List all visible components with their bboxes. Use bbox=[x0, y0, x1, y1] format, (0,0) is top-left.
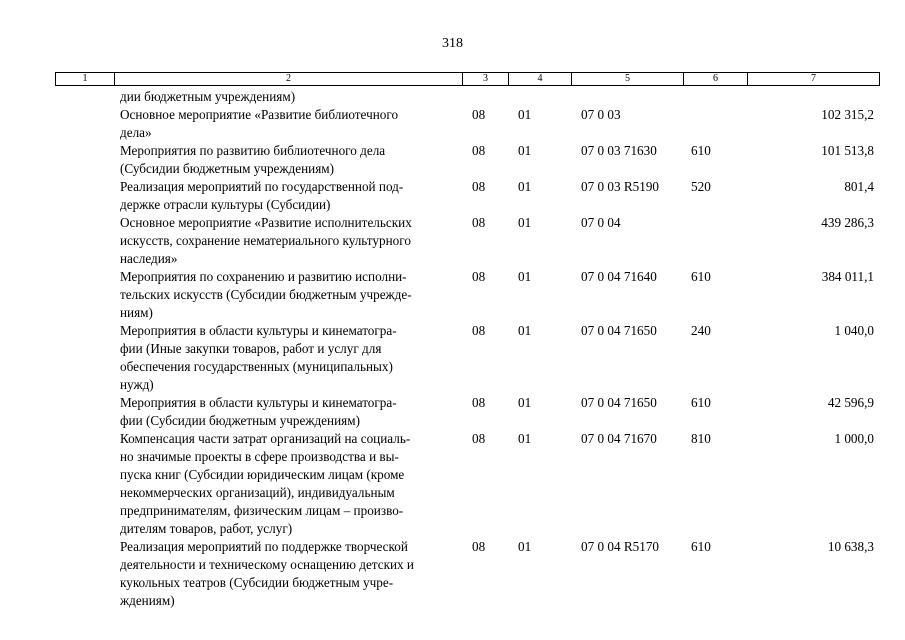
description-line: фии (Субсидии бюджетным учреждениям) bbox=[120, 413, 360, 428]
description-line: Мероприятия в области культуры и кинематогра- bbox=[120, 395, 397, 410]
amount: 101 513,8 bbox=[821, 143, 874, 158]
description-line: тельских искусств (Субсидии бюджетным учрежде- bbox=[120, 287, 412, 302]
table-row bbox=[0, 538, 905, 610]
description-line: Компенсация части затрат организаций на социаль- bbox=[120, 431, 411, 446]
subsection-code: 01 bbox=[518, 269, 532, 284]
expense-type-code: 610 bbox=[691, 395, 711, 410]
table-row bbox=[0, 268, 905, 322]
description-line: дителям товаров, работ, услуг) bbox=[120, 521, 293, 536]
expense-type-code: 810 bbox=[691, 431, 711, 446]
subsection-code: 01 bbox=[518, 431, 532, 446]
description-line: фии (Иные закупки товаров, работ и услуг для bbox=[120, 341, 382, 356]
row-description bbox=[120, 178, 468, 214]
description-line: Основное мероприятие «Развитие библиотечного bbox=[120, 107, 399, 122]
description-line: некоммерческих организаций), индивидуальным bbox=[120, 485, 395, 500]
section-code: 08 bbox=[472, 143, 486, 158]
target-article-code: 07 0 04 71650 bbox=[581, 323, 657, 338]
expense-type-code: 240 bbox=[691, 323, 711, 338]
budget-table-body bbox=[0, 88, 905, 610]
target-article-code: 07 0 03 bbox=[581, 107, 621, 122]
description-line: кукольных театров (Субсидии бюджетным учре- bbox=[120, 575, 394, 590]
subsection-code: 01 bbox=[518, 395, 532, 410]
description-line: ниям) bbox=[120, 305, 153, 320]
description-line: Реализация мероприятий по государственной под- bbox=[120, 179, 404, 194]
column-number-3: 3 bbox=[463, 73, 509, 86]
target-article-code: 07 0 04 71670 bbox=[581, 431, 657, 446]
subsection-code: 01 bbox=[518, 215, 532, 230]
row-description bbox=[120, 322, 468, 394]
column-number-7: 7 bbox=[748, 73, 880, 86]
expense-type-code: 610 bbox=[691, 269, 711, 284]
amount: 10 638,3 bbox=[827, 539, 874, 554]
row-description bbox=[120, 538, 468, 610]
section-code: 08 bbox=[472, 107, 486, 122]
row-description bbox=[120, 88, 468, 106]
amount: 384 011,1 bbox=[821, 269, 874, 284]
row-description bbox=[120, 394, 468, 430]
table-row bbox=[0, 430, 905, 538]
section-code: 08 bbox=[472, 539, 486, 554]
description-line: дии бюджетным учреждениям) bbox=[120, 89, 296, 104]
amount: 1 000,0 bbox=[834, 431, 874, 446]
amount: 102 315,2 bbox=[821, 107, 874, 122]
description-line: искусств, сохранение нематериального культурного bbox=[120, 233, 411, 248]
description-line: деятельности и техническому оснащению детских и bbox=[120, 557, 414, 572]
table-row bbox=[0, 106, 905, 142]
table-row bbox=[0, 88, 905, 106]
section-code: 08 bbox=[472, 269, 486, 284]
expense-type-code: 610 bbox=[691, 539, 711, 554]
section-code: 08 bbox=[472, 395, 486, 410]
target-article-code: 07 0 04 R5170 bbox=[581, 539, 660, 554]
page-number: 318 bbox=[442, 36, 463, 51]
description-line: Реализация мероприятий по поддержке творческой bbox=[120, 539, 408, 554]
target-article-code: 07 0 04 71650 bbox=[581, 395, 657, 410]
row-description bbox=[120, 106, 468, 142]
column-number-4: 4 bbox=[509, 73, 572, 86]
section-code: 08 bbox=[472, 179, 486, 194]
description-line: (Субсидии бюджетным учреждениям) bbox=[120, 161, 334, 176]
description-line: дела» bbox=[120, 125, 152, 140]
expense-type-code: 610 bbox=[691, 143, 711, 158]
description-line: наследия» bbox=[120, 251, 178, 266]
table-row bbox=[0, 394, 905, 430]
column-number-1: 1 bbox=[56, 73, 115, 86]
subsection-code: 01 bbox=[518, 179, 532, 194]
amount: 801,4 bbox=[844, 179, 874, 194]
amount: 1 040,0 bbox=[834, 323, 874, 338]
description-line: держке отрасли культуры (Субсидии) bbox=[120, 197, 331, 212]
column-number-6: 6 bbox=[684, 73, 748, 86]
target-article-code: 07 0 03 R5190 bbox=[581, 179, 660, 194]
column-number-5: 5 bbox=[572, 73, 684, 86]
table-row bbox=[0, 322, 905, 394]
description-line: Мероприятия по развитию библиотечного дела bbox=[120, 143, 386, 158]
table-row bbox=[0, 214, 905, 268]
description-line: обеспечения государственных (муниципальных) bbox=[120, 359, 393, 374]
amount: 42 596,9 bbox=[827, 395, 874, 410]
row-description bbox=[120, 214, 468, 268]
description-line: ждениям) bbox=[120, 593, 175, 608]
expense-type-code: 520 bbox=[691, 179, 711, 194]
section-code: 08 bbox=[472, 323, 486, 338]
column-number-header bbox=[55, 72, 880, 86]
description-line: Основное мероприятие «Развитие исполнительских bbox=[120, 215, 412, 230]
target-article-code: 07 0 03 71630 bbox=[581, 143, 657, 158]
description-line: пуска книг (Субсидии юридическим лицам (кроме bbox=[120, 467, 405, 482]
target-article-code: 07 0 04 71640 bbox=[581, 269, 657, 284]
row-description bbox=[120, 142, 468, 178]
subsection-code: 01 bbox=[518, 539, 532, 554]
target-article-code: 07 0 04 bbox=[581, 215, 621, 230]
description-line: Мероприятия в области культуры и кинематогра- bbox=[120, 323, 397, 338]
description-line: нужд) bbox=[120, 377, 154, 392]
section-code: 08 bbox=[472, 431, 486, 446]
description-line: но значимые проекты в сфере производства и вы- bbox=[120, 449, 399, 464]
subsection-code: 01 bbox=[518, 143, 532, 158]
row-description bbox=[120, 268, 468, 322]
table-row bbox=[0, 142, 905, 178]
description-line: Мероприятия по сохранению и развитию исполни- bbox=[120, 269, 407, 284]
subsection-code: 01 bbox=[518, 107, 532, 122]
table-row bbox=[0, 178, 905, 214]
section-code: 08 bbox=[472, 215, 486, 230]
subsection-code: 01 bbox=[518, 323, 532, 338]
column-number-2: 2 bbox=[115, 73, 463, 86]
row-description bbox=[120, 430, 468, 538]
description-line: предпринимателям, физическим лицам – произво- bbox=[120, 503, 404, 518]
amount: 439 286,3 bbox=[821, 215, 874, 230]
